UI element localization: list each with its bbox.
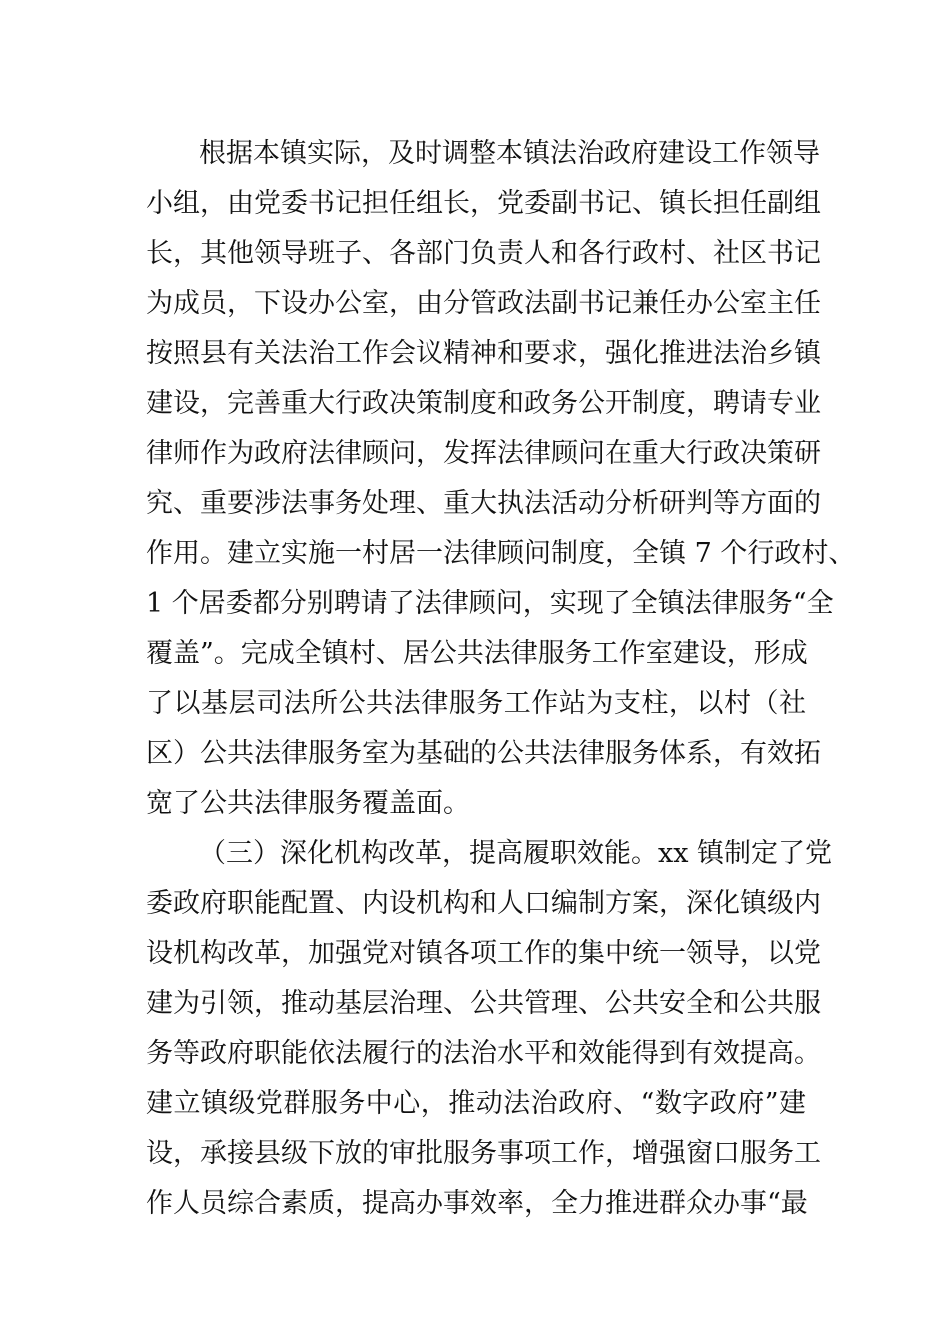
paragraph-line: 长，其他领导班子、各部门负责人和各行政村、社区书记 [146, 238, 821, 269]
paragraph-line: 律师作为政府法律顾问，发挥法律顾问在重大行政决策研 [146, 438, 821, 469]
paragraph-line: 1 个居委都分别聘请了法律顾问，实现了全镇法律服务“全 [146, 588, 834, 619]
paragraph-line: 覆盖”。完成全镇村、居公共法律服务工作室建设，形成 [146, 638, 808, 669]
paragraph-line: 根据本镇实际，及时调整本镇法治政府建设工作领导 [199, 138, 820, 169]
paragraph-line: 务等政府职能依法履行的法治水平和效能得到有效提高。 [146, 1038, 821, 1069]
paragraph-line: 建设，完善重大行政决策制度和政务公开制度，聘请专业 [146, 388, 821, 419]
paragraph-line: 小组，由党委书记担任组长，党委副书记、镇长担任副组 [146, 188, 821, 219]
paragraph-line: 建立镇级党群服务中心，推动法治政府、“数字政府”建 [146, 1088, 806, 1119]
paragraph-line: 为成员，下设办公室，由分管政法副书记兼任办公室主任 [146, 288, 821, 319]
paragraph-line: 设，承接县级下放的审批服务事项工作，增强窗口服务工 [146, 1138, 821, 1169]
paragraph-line: 委政府职能配置、内设机构和人口编制方案，深化镇级内 [146, 888, 821, 919]
paragraph-line: 按照县有关法治工作会议精神和要求，强化推进法治乡镇 [146, 338, 821, 369]
paragraph-line: 设机构改革，加强党对镇各项工作的集中统一领导，以党 [146, 938, 821, 969]
section-heading-line: （三）深化机构改革，提高履职效能。xx 镇制定了党 [199, 838, 833, 869]
paragraph-line: 作人员综合素质，提高办事效率，全力推进群众办事“最 [146, 1188, 808, 1219]
paragraph-line: 究、重要涉法事务处理、重大执法活动分析研判等方面的 [146, 488, 821, 519]
paragraph-line: 作用。建立实施一村居一法律顾问制度，全镇 7 个行政村、 [146, 538, 856, 569]
paragraph-line: 区）公共法律服务室为基础的公共法律服务体系，有效拓 [146, 738, 821, 769]
paragraph-line: 宽了公共法律服务覆盖面。 [146, 788, 470, 819]
paragraph-line: 建为引领，推动基层治理、公共管理、公共安全和公共服 [146, 988, 821, 1019]
paragraph-line: 了以基层司法所公共法律服务工作站为支柱，以村（社 [146, 688, 806, 719]
